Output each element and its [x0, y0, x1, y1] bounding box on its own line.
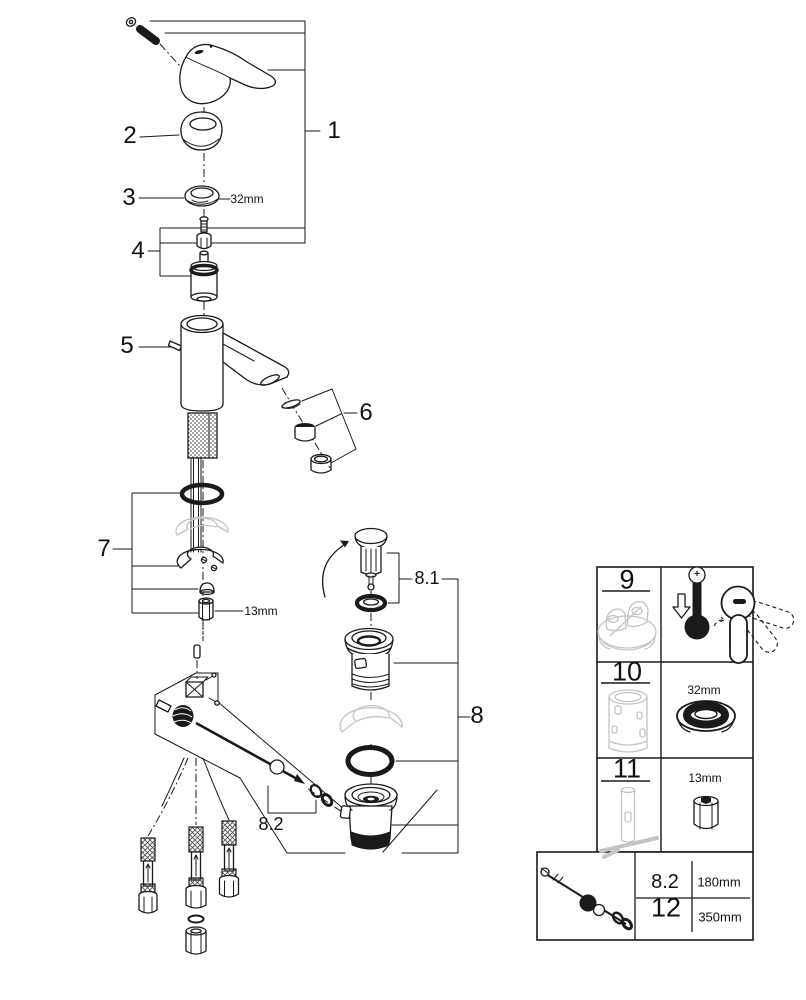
- dim-32mm: 32mm: [230, 192, 264, 206]
- table-num-12: 12: [650, 892, 682, 923]
- aerator-parts: [281, 398, 331, 473]
- callout-8-1: 8.1: [414, 568, 440, 588]
- o-ring: [182, 485, 222, 503]
- lever-handle: [180, 44, 276, 116]
- callout-8-2: 8.2: [258, 814, 284, 834]
- pivot-pin: [194, 645, 200, 658]
- popup-rod-plane: [155, 673, 458, 853]
- drain-overflow-tab: [340, 806, 351, 819]
- hose-washer: [189, 916, 204, 923]
- hex-nut-13mm: [199, 598, 213, 620]
- thermometer-plus: +: [694, 569, 700, 580]
- handle-cap: [181, 112, 222, 185]
- callout-5: 5: [120, 332, 134, 359]
- faucet-body: [169, 316, 331, 469]
- table-dim-13mm: 13mm: [688, 771, 722, 785]
- drain-o-ring: [348, 748, 392, 775]
- drain-side-hole: [354, 658, 366, 668]
- ring-nut-32mm-icon: [677, 701, 735, 732]
- callout-7: 7: [97, 535, 111, 562]
- table-len-350mm: 350mm: [698, 909, 742, 925]
- popup-rod: [196, 723, 299, 780]
- threaded-shank: [188, 413, 217, 458]
- rod-joint-block: [186, 673, 219, 705]
- drain-upper-body: [340, 629, 402, 785]
- hose-middle: [186, 827, 206, 954]
- callout-lines: [113, 21, 470, 853]
- callout-8: 8: [470, 702, 484, 729]
- hose-left: [139, 838, 157, 913]
- callout-2: 2: [123, 122, 137, 149]
- supply-hoses: [139, 758, 239, 954]
- dim-13mm: 13mm: [244, 604, 278, 618]
- table-num-10: 10: [611, 656, 643, 687]
- horseshoe-washer: [177, 547, 223, 568]
- table-ref-8-2: 8.2: [651, 871, 679, 893]
- callout-1: 1: [327, 117, 341, 144]
- hose-union-nut: [186, 927, 206, 954]
- table-num-11: 11: [612, 753, 642, 784]
- hose-right: [220, 821, 239, 897]
- table-num-9: 9: [619, 564, 635, 595]
- drain-plug: [323, 529, 387, 627]
- ghost-basin-wall: [340, 706, 402, 732]
- callout-4: 4: [131, 237, 145, 264]
- callout-6: 6: [359, 399, 373, 426]
- hex-nut-13mm-icon: [694, 796, 718, 829]
- cartridge-assembly: [191, 217, 217, 316]
- cap-ring-32mm: [185, 186, 219, 216]
- rod-connector: [156, 700, 171, 712]
- mounting-set: [176, 458, 228, 679]
- table-dim-32mm: 32mm: [687, 683, 721, 697]
- table-len-180mm: 180mm: [697, 874, 741, 890]
- callout-3: 3: [122, 184, 136, 211]
- handle-temp-dot: [210, 45, 213, 48]
- drain-lower-body: [340, 784, 397, 849]
